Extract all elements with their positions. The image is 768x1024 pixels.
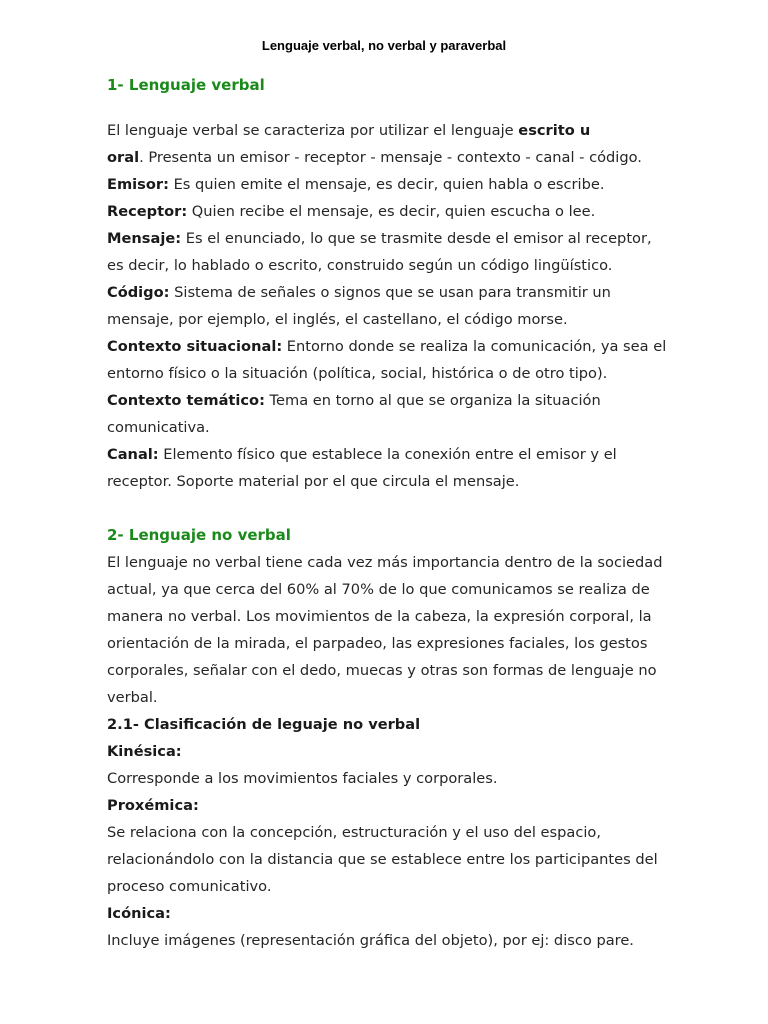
definition-item: Contexto situacional: Entorno donde se realiza la comunicación, ya sea el entorno físico o la situación (política, social, histórica o de otro tipo). bbox=[107, 338, 667, 382]
classification-text: Se relaciona con la concepción, estructuración y el uso del espacio, relacionándolo con la distancia que se establece entre los participantes del proceso comunicativo. bbox=[107, 824, 658, 895]
subsection-heading: 2.1- Clasificación de leguaje no verbal bbox=[107, 716, 421, 733]
document-body bbox=[107, 72, 667, 954]
definition-item: Código: Sistema de señales o signos que se usan para transmitir un mensaje, por ejemplo, el inglés, el castellano, el código morse. bbox=[107, 284, 611, 328]
classification-text: Corresponde a los movimientos faciales y corporales. bbox=[107, 770, 498, 787]
definition-item: Emisor: Es quien emite el mensaje, es decir, quien habla o escribe. bbox=[107, 176, 605, 193]
definition-item: Contexto temático: Tema en torno al que se organiza la situación comunicativa. bbox=[107, 392, 601, 436]
classification-term: Kinésica: bbox=[107, 743, 182, 760]
definition-item: Mensaje: Es el enunciado, lo que se trasmite desde el emisor al receptor, es decir, lo hablado o escrito, construido según un código lingüístico. bbox=[107, 230, 652, 274]
classification-term: Icónica: bbox=[107, 905, 171, 922]
document-title: Lenguaje verbal, no verbal y paraverbal bbox=[261, 38, 507, 53]
classification-text: Incluye imágenes (representación gráfica del objeto), por ej: disco pare. bbox=[107, 932, 634, 949]
section-1-intro: El lenguaje verbal se caracteriza por utilizar el lenguaje escrito u oral. Presenta un emisor - receptor - mensaje - contexto - canal - código. bbox=[107, 122, 642, 166]
section-2-heading: 2- Lenguaje no verbal bbox=[107, 526, 291, 544]
section-1-heading: 1- Lenguaje verbal bbox=[107, 76, 265, 94]
definition-item: Canal: Elemento físico que establece la conexión entre el emisor y el receptor. Soporte material por el que circula el mensaje. bbox=[107, 446, 617, 490]
classification-term: Proxémica: bbox=[107, 797, 199, 814]
definition-item: Receptor: Quien recibe el mensaje, es decir, quien escucha o lee. bbox=[107, 203, 596, 220]
section-2-paragraph: El lenguaje no verbal tiene cada vez más importancia dentro de la sociedad actual, ya que cerca del 60% al 70% de lo que comunicamos se realiza de manera no verbal. Los movimientos de la cabeza, la expresión corporal, la orientación de la mirada, el parpadeo, las expresiones faciales, los gestos corporales, señalar con el dedo, muecas y otras son formas de lenguaje no verbal. bbox=[107, 554, 663, 706]
